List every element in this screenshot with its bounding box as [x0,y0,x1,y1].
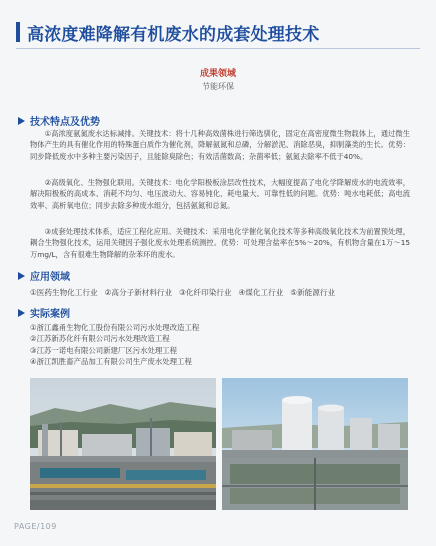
section-applications-heading [18,268,70,283]
case-item: ③江苏一诺电有限公司新建厂区污水处理工程 [30,345,178,355]
section-features-heading [18,113,100,128]
features-paragraph-2: ②高级氧化、生物强化联用。关键技术：电化学阳极板涂层改性技术，大幅度提高了电化学降解废水的电流效率，解决阳极板的高成本、消耗不均匀、电压波动大、容易钝化、耗电量大、可靠性低的问题。优势：吨水电耗低；高电流效率、高析氧电位；同步去除多种废水组分，包括氨氮和总氮。 [30,178,410,210]
page-number: PAGE/109 [14,522,57,531]
section-cases-title: 实际案例 [30,309,70,320]
application-item: ④煤化工行业 [238,288,284,297]
title-divider [16,48,420,49]
application-item: ③化纤印染行业 [179,288,232,297]
section-cases-heading [18,305,70,320]
field-value: 节能环保 [202,82,234,91]
application-item: ①医药生物化工行业 [30,288,98,297]
triangle-bullet-icon [18,309,25,317]
triangle-bullet-icon [18,272,25,280]
case-item: ④浙江凯胜畜产品加工有限公司生产废水处理工程 [30,357,192,367]
section-features-title: 技术特点及优势 [30,117,100,128]
application-item: ⑤新能源行业 [290,288,336,297]
page-title: 高浓度难降解有机废水的成套处理技术 [27,25,320,45]
features-paragraph-3: ③成套处理技术体系，适应工程化应用。关键技术：采用电化学催化氧化技术等多种高级氧化技术为前置预处理，耦合生物强化技术，运用关键因子强化废水处理系统测控。优势：可处理含盐率在5%～20%，有机物含量在1万～15万mg/L，含有很难生物降解的杂苯环的废水。 [30,227,410,259]
field-label: 成果领域 [199,69,236,79]
section-applications-title: 应用领域 [30,272,70,283]
case-item: ②江苏新苏化纤有限公司污水处理改造工程 [30,334,170,344]
applications-list [30,287,420,298]
title-accent-bar [16,22,20,42]
application-item: ②高分子新材料行业 [104,288,173,297]
features-paragraph-1: ①高浓度氨氮废水达标减排。关键技术：将十几种高效菌株进行筛选驯化，固定在高密度微生物载体上，通过微生物体产生的具有催化作用的特殊蛋白质作为催化剂，降解氨氮和总磷，分解淤泥、消除恶臭，抑制藻类的生长。优势：同步降低废水中多种主要污染因子，且能除臭除色；有效活菌数高；杂菌率低；氨氮去除率不低于40%。 [30,129,410,161]
industrial-plant-photo [30,378,216,510]
case-item: ①浙江鑫甬生物化工股份有限公司污水处理改造工程 [30,323,200,332]
cases-list [30,322,410,368]
treatment-tanks-photo [222,378,408,510]
triangle-bullet-icon [18,117,25,125]
